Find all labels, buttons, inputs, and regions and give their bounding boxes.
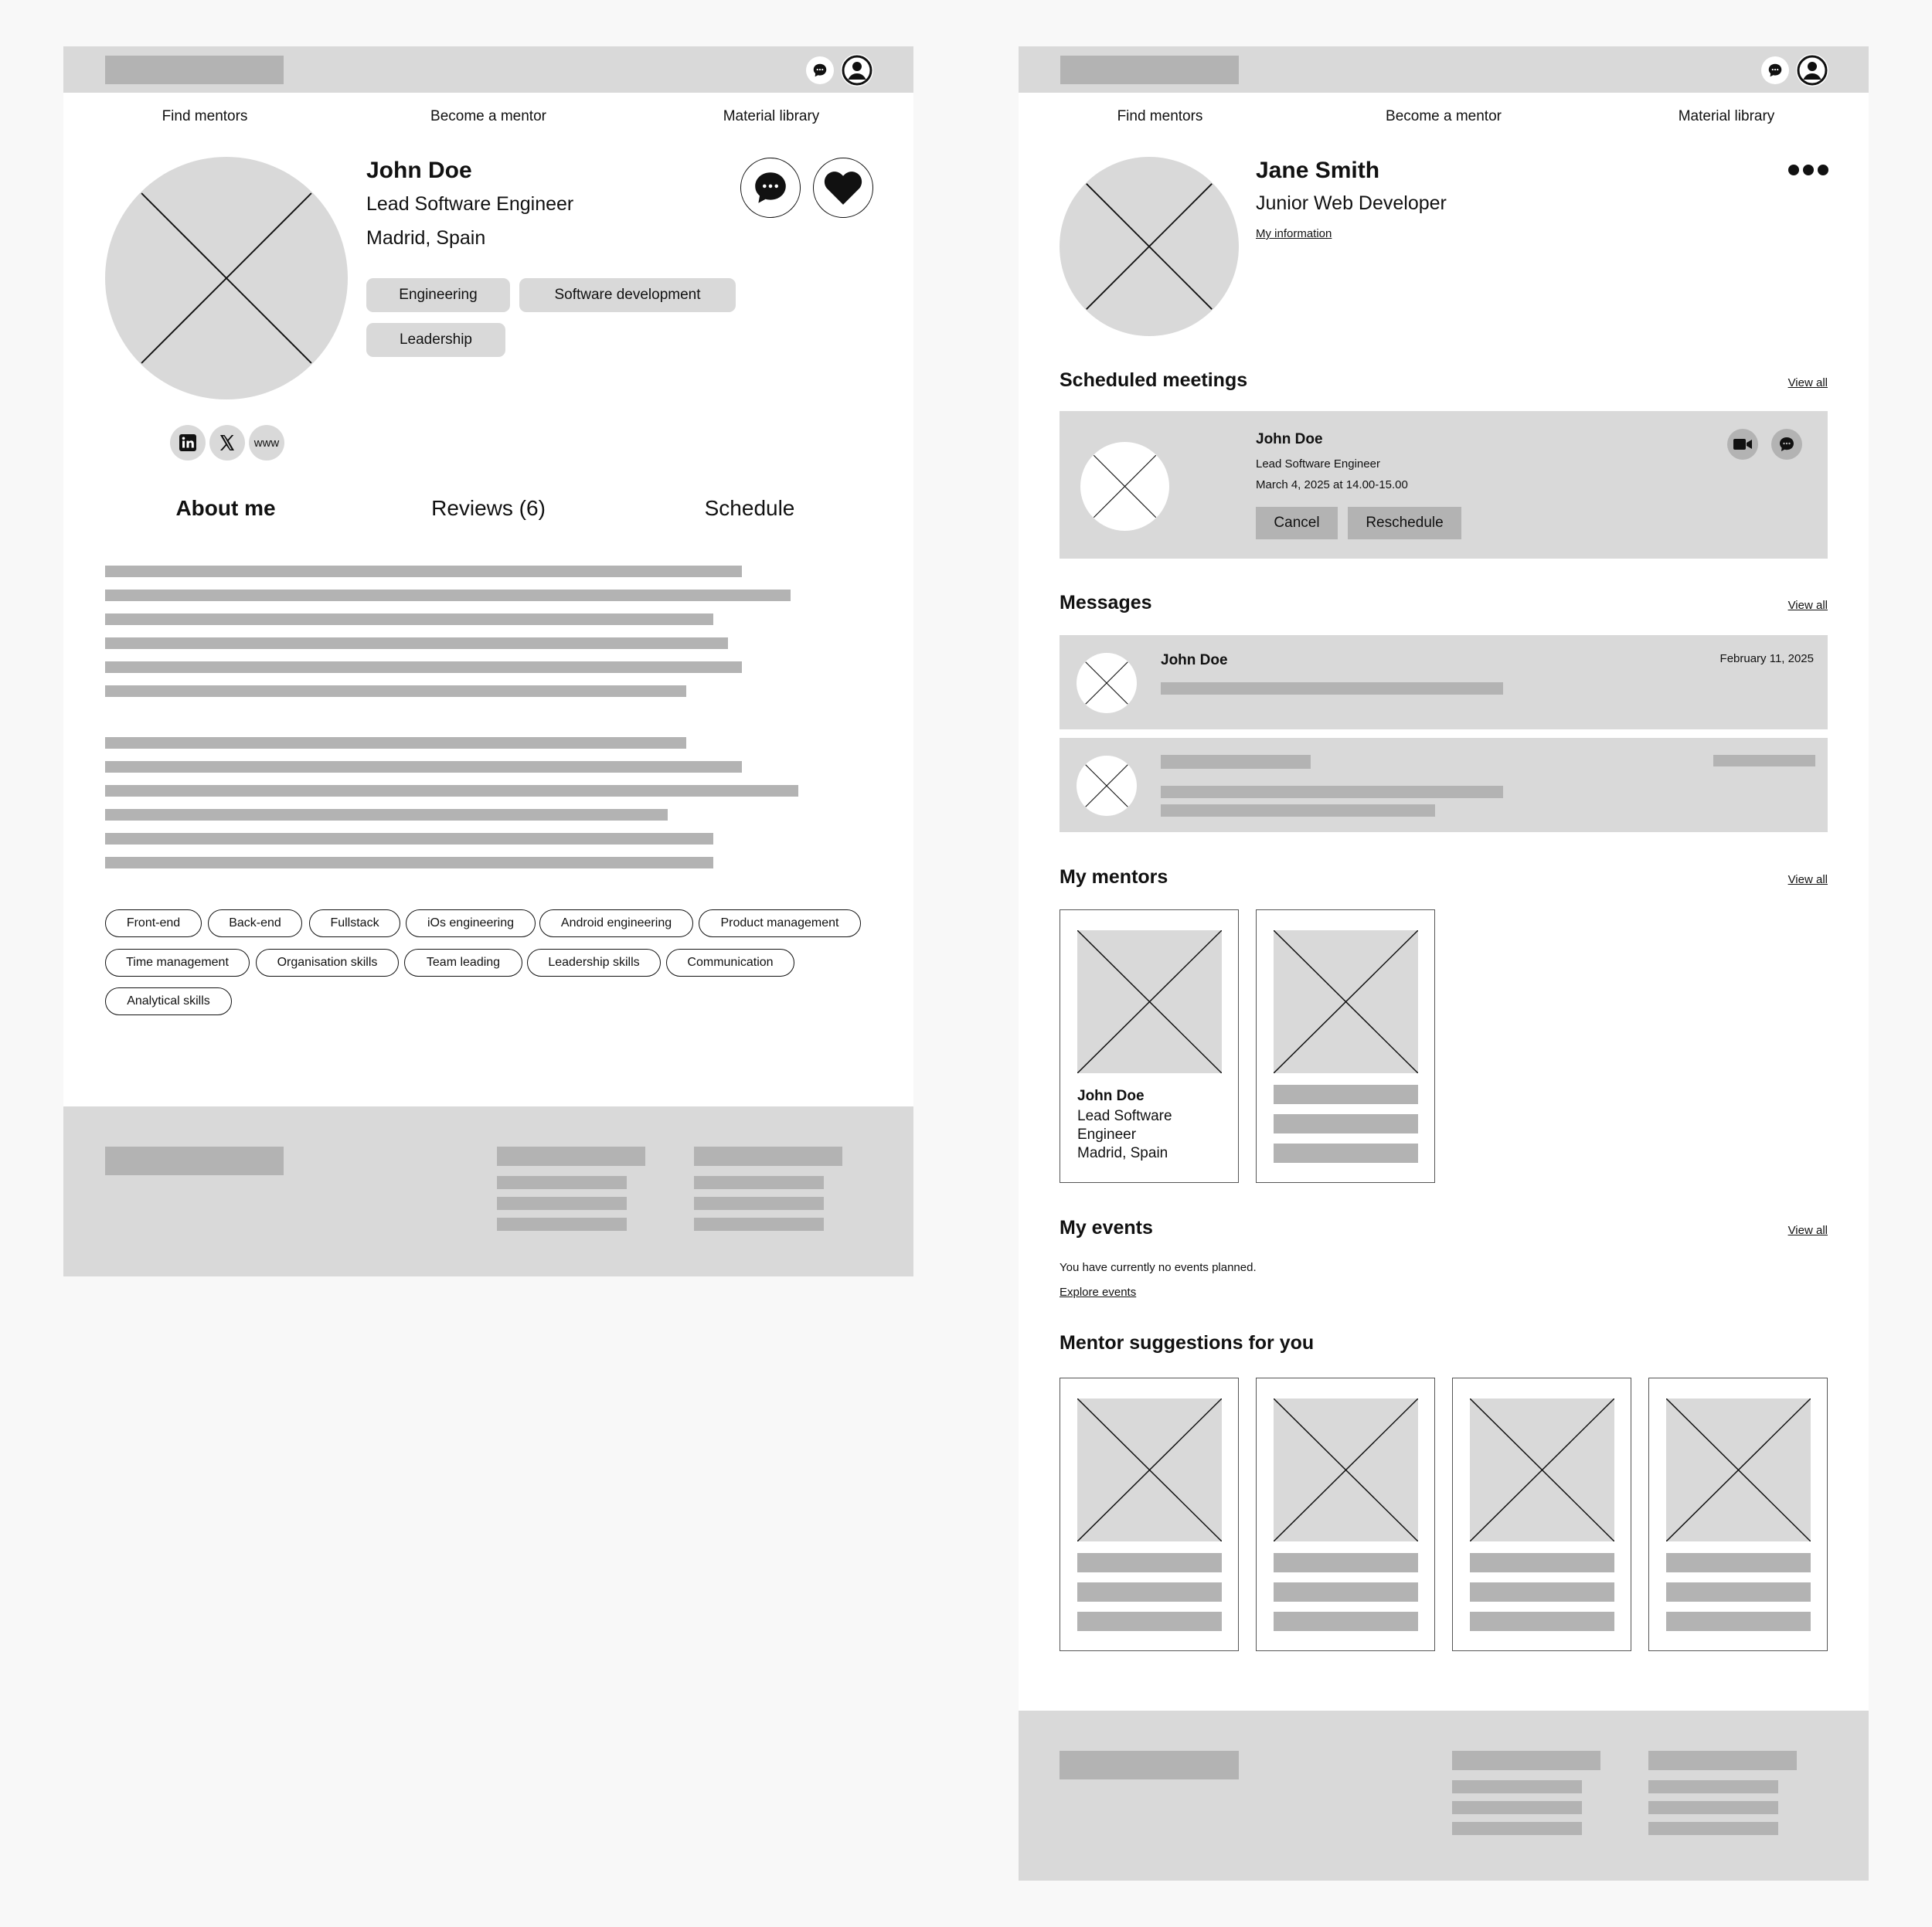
- nav-material-library[interactable]: Material library: [1678, 108, 1775, 124]
- website-www-icon[interactable]: [249, 425, 284, 461]
- mentor-card-role: Lead Software Engineer: [1077, 1108, 1172, 1143]
- explore-events-link[interactable]: Explore events: [1060, 1286, 1137, 1299]
- suggestion-card-image: [1470, 1399, 1614, 1541]
- favorite-heart-button[interactable]: [813, 158, 873, 218]
- meeting-mentor-name: John Doe: [1256, 431, 1323, 447]
- meeting-mentor-role: Lead Software Engineer: [1256, 457, 1380, 471]
- footer: [1019, 1711, 1869, 1881]
- footer: [63, 1106, 913, 1276]
- skill-pill[interactable]: Organisation skills: [256, 949, 399, 977]
- chat-icon[interactable]: [806, 56, 834, 84]
- message-avatar: [1077, 756, 1137, 816]
- user-avatar: [1060, 157, 1239, 336]
- nav-become-mentor[interactable]: Become a mentor: [1386, 108, 1502, 124]
- category-chip[interactable]: Software development: [519, 278, 736, 312]
- mentor-profile-page: [63, 46, 913, 1276]
- messages-title: Messages: [1060, 592, 1152, 613]
- header-bar: [63, 46, 913, 93]
- tab-reviews[interactable]: Reviews (6): [431, 496, 546, 520]
- skill-pill[interactable]: iOs engineering: [406, 909, 536, 937]
- mentor-card-location: Madrid, Spain: [1077, 1145, 1168, 1161]
- mentor-card[interactable]: [1060, 909, 1239, 1183]
- my-information-link[interactable]: My information: [1256, 227, 1332, 240]
- my-events-title: My events: [1060, 1217, 1153, 1239]
- profile-location: Madrid, Spain: [366, 227, 486, 249]
- x-twitter-icon[interactable]: [209, 425, 245, 461]
- skill-pill[interactable]: Fullstack: [309, 909, 400, 937]
- meeting-mentor-avatar: [1080, 442, 1169, 531]
- meeting-chat-icon[interactable]: [1771, 429, 1802, 460]
- header-bar: [1019, 46, 1869, 93]
- skill-pill[interactable]: Android engineering: [539, 909, 693, 937]
- mentor-card-name: John Doe: [1077, 1088, 1145, 1104]
- message-row[interactable]: [1060, 635, 1828, 729]
- message-date: February 11, 2025: [1719, 652, 1814, 665]
- reschedule-button[interactable]: Reschedule: [1348, 507, 1461, 539]
- mentor-card[interactable]: [1256, 909, 1435, 1183]
- nav-become-mentor[interactable]: Become a mentor: [430, 108, 546, 124]
- skill-pill[interactable]: Product management: [699, 909, 861, 937]
- suggestion-card[interactable]: [1452, 1378, 1631, 1651]
- category-chip[interactable]: Engineering: [366, 278, 510, 312]
- skill-pill[interactable]: Back-end: [208, 909, 302, 937]
- nav-find-mentors[interactable]: Find mentors: [162, 108, 248, 124]
- scheduled-view-all-link[interactable]: View all: [1787, 376, 1828, 389]
- meeting-card: [1060, 411, 1828, 559]
- skill-pill[interactable]: Leadership skills: [527, 949, 661, 977]
- scheduled-meetings-title: Scheduled meetings: [1060, 369, 1248, 391]
- skill-pill[interactable]: Team leading: [404, 949, 522, 977]
- mentee-dashboard-page: [1019, 46, 1869, 1881]
- mentor-card-image: [1274, 930, 1418, 1073]
- logo-placeholder[interactable]: [1060, 56, 1239, 84]
- message-row[interactable]: [1060, 738, 1828, 832]
- skill-pill[interactable]: Time management: [105, 949, 250, 977]
- skill-pill[interactable]: Front-end: [105, 909, 202, 937]
- events-empty-text: You have currently no events planned.: [1060, 1261, 1257, 1274]
- skill-pill[interactable]: Communication: [666, 949, 794, 977]
- chat-icon[interactable]: [1761, 56, 1789, 84]
- profile-name: John Doe: [366, 158, 472, 183]
- cancel-button[interactable]: Cancel: [1256, 507, 1338, 539]
- suggestion-card[interactable]: [1256, 1378, 1435, 1651]
- nav-find-mentors[interactable]: Find mentors: [1117, 108, 1203, 124]
- profile-avatar: [105, 157, 348, 399]
- my-mentors-title: My mentors: [1060, 866, 1168, 888]
- tab-about-me[interactable]: About me: [175, 496, 276, 520]
- nav-material-library[interactable]: Material library: [723, 108, 820, 124]
- user-account-icon[interactable]: [1796, 54, 1828, 87]
- mentor-card-image: [1077, 930, 1222, 1073]
- meeting-datetime: March 4, 2025 at 14.00-15.00: [1256, 478, 1408, 491]
- messages-view-all-link[interactable]: View all: [1787, 599, 1828, 612]
- mentor-suggestions-title: Mentor suggestions for you: [1060, 1332, 1315, 1354]
- category-chip[interactable]: Leadership: [366, 323, 505, 357]
- message-sender: John Doe: [1161, 652, 1228, 668]
- suggestion-card[interactable]: [1648, 1378, 1828, 1651]
- message-mentor-button[interactable]: [740, 158, 801, 218]
- website-www-label: www: [253, 436, 280, 450]
- suggestion-card-image: [1077, 1399, 1222, 1541]
- skill-pill[interactable]: Analytical skills: [105, 987, 232, 1015]
- tab-schedule[interactable]: Schedule: [704, 496, 795, 520]
- suggestion-card-image: [1666, 1399, 1811, 1541]
- linkedin-icon[interactable]: [170, 425, 206, 461]
- profile-role: Lead Software Engineer: [366, 193, 574, 215]
- suggestion-card[interactable]: [1060, 1378, 1239, 1651]
- more-options-icon[interactable]: [1787, 164, 1829, 176]
- mentors-view-all-link[interactable]: View all: [1787, 873, 1828, 886]
- video-call-icon[interactable]: [1727, 429, 1758, 460]
- suggestion-card-image: [1274, 1399, 1418, 1541]
- logo-placeholder[interactable]: [105, 56, 284, 84]
- message-avatar: [1077, 653, 1137, 713]
- user-name: Jane Smith: [1256, 158, 1380, 183]
- user-account-icon[interactable]: [841, 54, 873, 87]
- user-role: Junior Web Developer: [1256, 192, 1447, 214]
- events-view-all-link[interactable]: View all: [1787, 1224, 1828, 1237]
